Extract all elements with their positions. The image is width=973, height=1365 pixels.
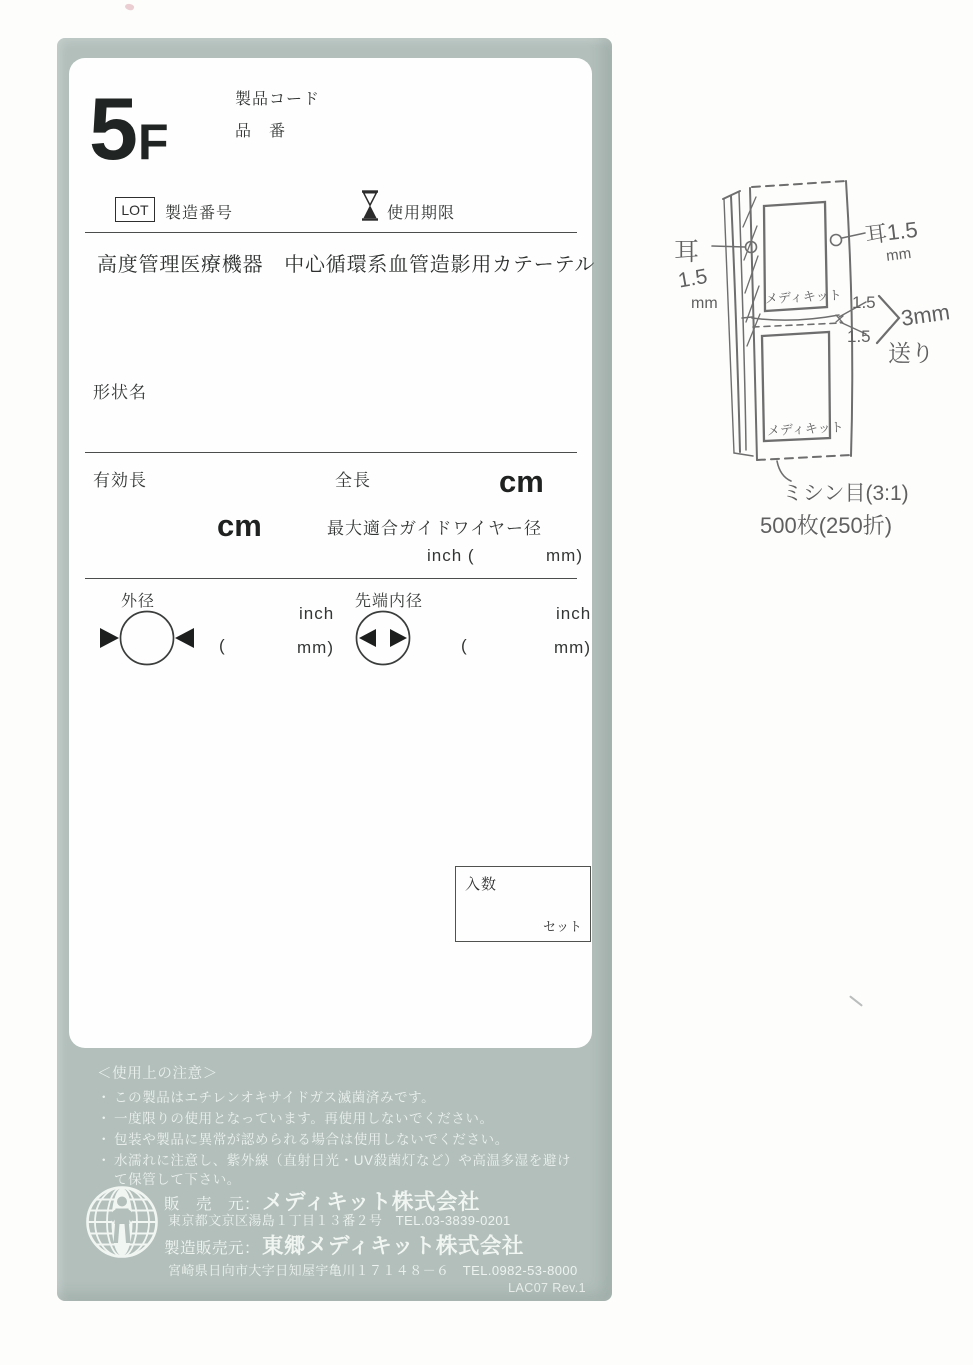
effective-length-unit: cm [217, 508, 262, 543]
sketch-ear-left-value: 1.5 [676, 264, 710, 293]
sketch-feed-value: 3mm [899, 299, 952, 331]
size-unit: F [137, 114, 169, 170]
device-label [57, 38, 612, 1301]
sketch-ear-left-unit: mm [691, 295, 718, 312]
expiry-label: 使用期限 [387, 205, 456, 222]
tip-inner-diameter-open-paren: ( [461, 636, 468, 655]
divider [85, 452, 577, 453]
precaution-item [97, 1088, 579, 1107]
divider [85, 232, 577, 233]
distributor-prefix: 販 売 元： [164, 1196, 261, 1213]
outer-diameter-label: 外径 [121, 593, 156, 610]
sketch-sheet-count-note: 500枚(250折) [760, 513, 893, 538]
part-number-label: 品 番 [235, 123, 287, 140]
sketch-ear-right-unit: mm [885, 244, 913, 265]
tip-inner-diameter-label: 先端内径 [355, 593, 424, 610]
bullet: ・ [97, 1110, 112, 1126]
guidewire-mm-unit: mm) [546, 546, 583, 565]
bullet: ・ [97, 1089, 112, 1105]
tip-inner-diameter-inch-unit: inch [556, 604, 592, 623]
quantity-label: 入数 [465, 876, 498, 893]
tip-inner-diameter-icon [327, 606, 439, 670]
manufacturer-prefix: 製造販売元： [164, 1240, 261, 1257]
precaution-text: 包装や製品に異常が認められる場合は使用しないでください。 [114, 1131, 509, 1147]
precaution-text: この製品はエチレンオキサイドガス滅菌済みです。 [114, 1089, 436, 1105]
outer-diameter-inch-unit: inch [299, 604, 335, 623]
total-length-unit: cm [499, 464, 544, 499]
total-length-label: 全長 [335, 471, 371, 490]
size-number: 5 [89, 79, 135, 178]
sketch-brand-lower: メディキット [766, 419, 844, 439]
medikit-globe-logo [84, 1184, 160, 1260]
packaging-pencil-sketch [660, 150, 970, 570]
shape-name-label: 形状名 [93, 383, 147, 402]
pencil-stray-mark [849, 995, 863, 1006]
effective-length-label: 有効長 [93, 471, 147, 490]
lot-symbol-text: LOT [121, 201, 149, 218]
precaution-text: 水濡れに注意し、紫外線（直射日光・UV殺菌灯など）や高温多湿を避けて保管して下さい。 [114, 1153, 572, 1188]
manufacturer-name: 東郷メディキット株式会社 [262, 1234, 524, 1258]
divider [85, 578, 577, 579]
hourglass-expiry-icon [361, 190, 379, 221]
sketch-ear-right-value: 耳1.5 [863, 216, 919, 248]
precaution-item [97, 1130, 579, 1149]
precaution-item [97, 1109, 579, 1128]
precaution-text: 一度限りの使用となっています。再使用しないでください。 [114, 1110, 494, 1126]
sketch-ear-left-kanji: 耳 [674, 238, 700, 266]
manufacturer-address: 宮崎県日向市大字日知屋宇亀川１７１４８－６ TEL.0982-53-8000 [168, 1263, 578, 1278]
document-revision-code: LAC07 Rev.1 [508, 1281, 586, 1295]
sketch-gap-top-value: 1.5 [852, 293, 876, 312]
bullet: ・ [97, 1131, 112, 1147]
french-size-marking [89, 79, 169, 178]
distributor-name: メディキット株式会社 [262, 1190, 480, 1214]
guidewire-diameter-label: 最大適合ガイドワイヤー径 [327, 519, 542, 538]
lot-number-label: 製造番号 [165, 205, 234, 222]
tip-inner-diameter-mm-unit: mm) [554, 638, 591, 657]
sketch-brand-upper: メディキット [764, 287, 842, 307]
sketch-gap-bottom-value: 1.5 [847, 327, 871, 346]
product-code-label: 製品コード [235, 91, 321, 108]
outer-diameter-mm-unit: mm) [297, 638, 334, 657]
outer-diameter-open-paren: ( [219, 636, 226, 655]
guidewire-inch-unit: inch ( [427, 546, 475, 565]
precautions-title: ＜使用上の注意＞ [97, 1066, 218, 1082]
distributor-address: 東京都文京区湯島１丁目１３番２号 TEL.03-3839-0201 [168, 1213, 511, 1228]
precaution-item [97, 1151, 579, 1189]
quantity-box [455, 866, 591, 942]
outer-diameter-icon [91, 606, 203, 670]
manufacturer-row [164, 1229, 524, 1260]
sketch-perforation-note: ミシン目(3:1) [782, 482, 909, 505]
device-classification: 高度管理医療機器 中心循環系血管造影用カテーテル [97, 254, 596, 276]
precautions-section [97, 1064, 579, 1191]
scan-speck [124, 3, 134, 11]
quantity-unit: セット [542, 919, 582, 934]
lot-symbol [115, 197, 155, 222]
sketch-feed-label: 送り [888, 340, 934, 366]
bullet: ・ [97, 1153, 112, 1169]
label-white-card [69, 58, 596, 1048]
